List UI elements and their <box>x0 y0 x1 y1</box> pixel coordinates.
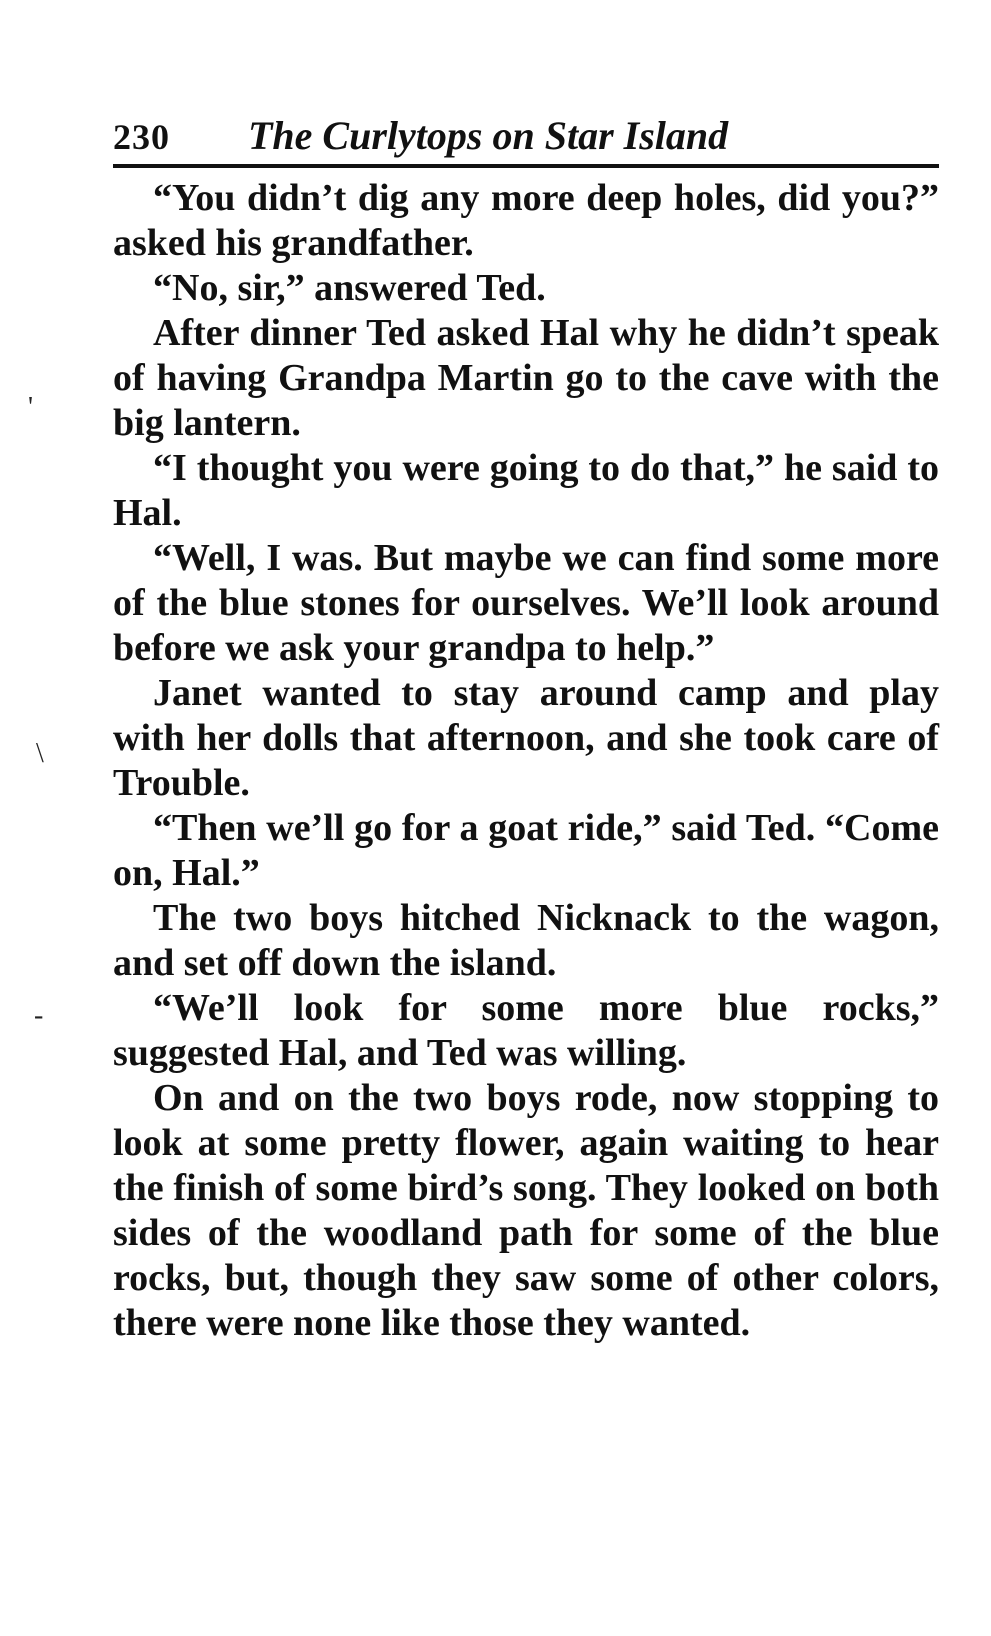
paragraph-9: “We’ll look for some more blue rocks,” suggested Hal, and Ted was willing. <box>113 987 939 1074</box>
running-head <box>113 112 939 162</box>
book-title: The Curlytops on Star Island <box>248 113 729 158</box>
body-text <box>113 176 939 1346</box>
paragraph-5: “Well, I was. But maybe we can find some more of the blue stones for ourselves. We’ll look around before we ask your grandpa to help.” <box>113 537 939 669</box>
paragraph-1: “You didn’t dig any more deep holes, did you?” asked his grandfather. <box>113 177 939 264</box>
paragraph-10: On and on the two boys rode, now stopping to look at some pretty flower, again waiting to hear the finish of some bird’s song. They looked on both sides of the woodland path for some of the blue rocks, but, though they saw some of other colors, there were none like those they wanted. <box>113 1077 939 1344</box>
paragraph-6: Janet wanted to stay around camp and play with her dolls that afternoon, and she took care of Trouble. <box>113 672 939 804</box>
margin-mark-2: \ <box>36 738 44 769</box>
margin-mark-1: ' <box>28 392 34 423</box>
paragraph-8: The two boys hitched Nicknack to the wagon, and set off down the island. <box>113 897 939 984</box>
page-number: 230 <box>113 117 170 157</box>
paragraph-2: “No, sir,” answered Ted. <box>153 267 546 309</box>
margin-mark-3: - <box>34 1000 44 1031</box>
header-rule <box>113 164 939 168</box>
paragraph-7: “Then we’ll go for a goat ride,” said Ted. “Come on, Hal.” <box>113 807 939 894</box>
paragraph-3: After dinner Ted asked Hal why he didn’t speak of having Grandpa Martin go to the cave with the big lantern. <box>113 312 939 444</box>
paragraph-4: “I thought you were going to do that,” he said to Hal. <box>113 447 939 534</box>
